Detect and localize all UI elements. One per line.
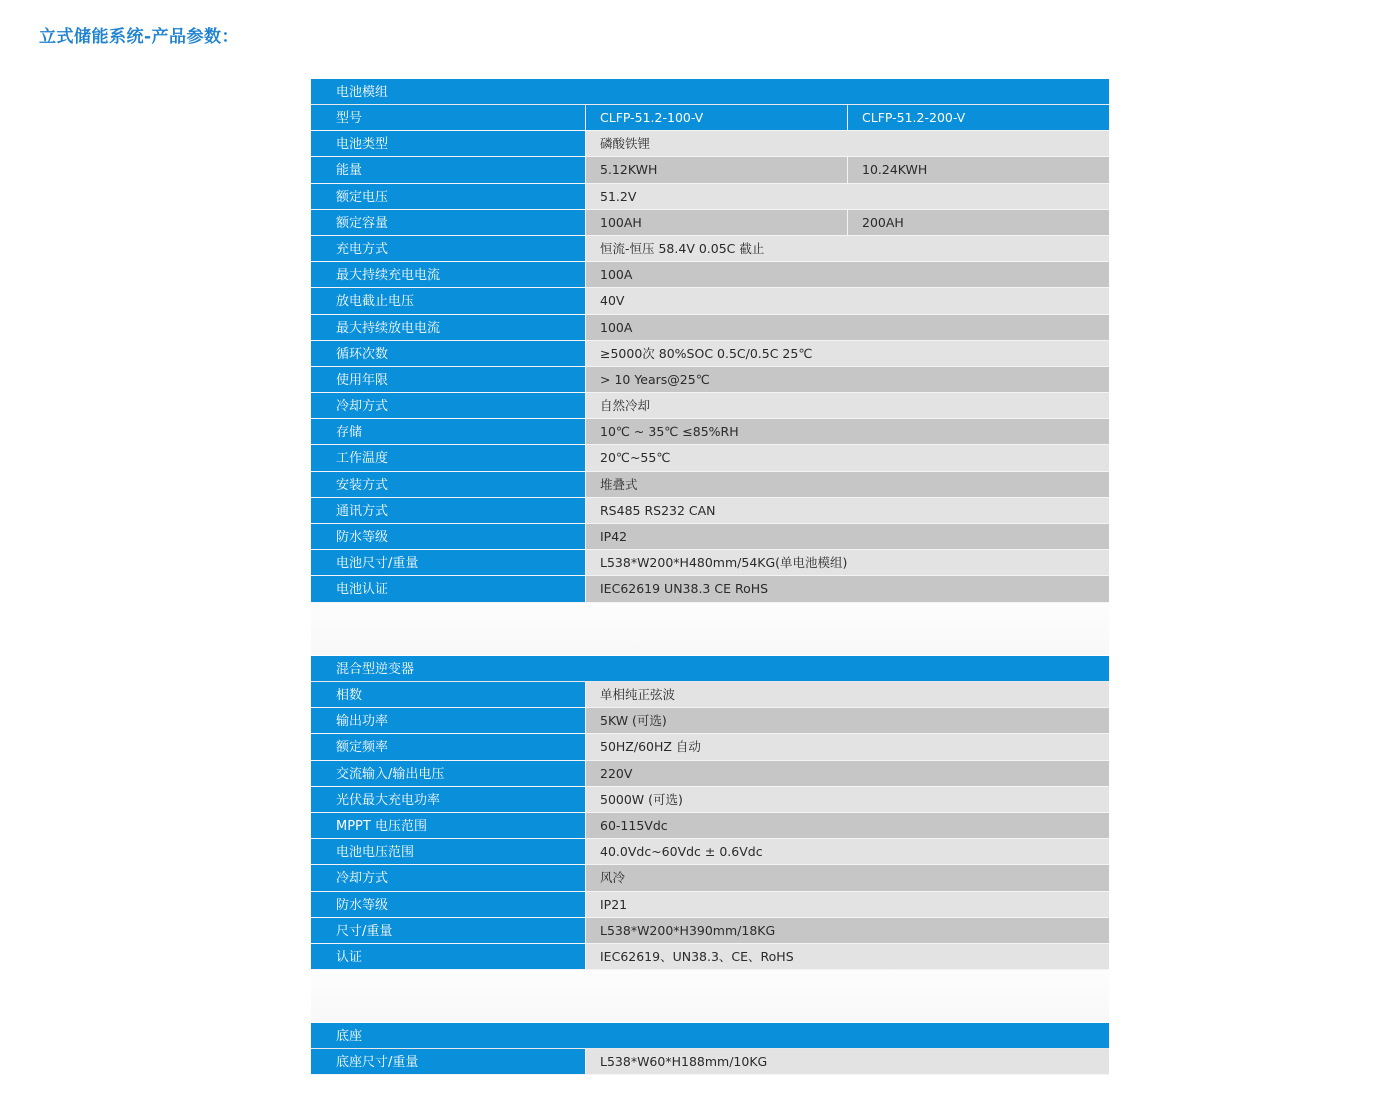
- row-value: 5000W (可选): [586, 787, 1109, 812]
- row-value: 10℃ ~ 35℃ ≤85%RH: [586, 419, 1109, 444]
- table-row: [311, 262, 1109, 288]
- table-row: [311, 865, 1109, 891]
- table-row: [311, 761, 1109, 787]
- row-value: CLFP-51.2-200-V: [847, 105, 1109, 130]
- row-value: 40.0Vdc~60Vdc ± 0.6Vdc: [586, 839, 1109, 864]
- row-label: 电池类型: [311, 131, 586, 156]
- row-value: 自然冷却: [586, 393, 1109, 418]
- section-header: 底座: [311, 1023, 1109, 1049]
- table-row: [311, 445, 1109, 471]
- hybrid-inverter-table: [311, 656, 1109, 1022]
- row-value: > 10 Years@25℃: [586, 367, 1109, 392]
- table-row: [311, 393, 1109, 419]
- row-value: L538*W200*H480mm/54KG(单电池模组): [586, 550, 1109, 575]
- row-label: 相数: [311, 682, 586, 707]
- table-row: [311, 682, 1109, 708]
- row-value: 100AH: [586, 210, 847, 235]
- row-value: 100A: [586, 262, 1109, 287]
- row-label: 冷却方式: [311, 393, 586, 418]
- row-label: 认证: [311, 944, 586, 969]
- table-row: [311, 131, 1109, 157]
- row-value: 200AH: [847, 210, 1109, 235]
- row-label: MPPT 电压范围: [311, 813, 586, 838]
- row-label: 冷却方式: [311, 865, 586, 890]
- row-label: 存储: [311, 419, 586, 444]
- row-label: 循环次数: [311, 341, 586, 366]
- table-row: [311, 918, 1109, 944]
- row-label: 充电方式: [311, 236, 586, 261]
- row-value: 60-115Vdc: [586, 813, 1109, 838]
- row-label: 电池认证: [311, 576, 586, 601]
- table-row: [311, 367, 1109, 393]
- base-table: [311, 1023, 1109, 1075]
- row-label: 额定容量: [311, 210, 586, 235]
- row-label: 底座尺寸/重量: [311, 1049, 586, 1074]
- row-label: 型号: [311, 105, 586, 130]
- row-value: IEC62619、UN38.3、CE、RoHS: [586, 944, 1109, 969]
- row-value: RS485 RS232 CAN: [586, 498, 1109, 523]
- row-label: 通讯方式: [311, 498, 586, 523]
- row-label: 放电截止电压: [311, 288, 586, 313]
- row-label: 额定电压: [311, 184, 586, 209]
- row-value: 51.2V: [586, 184, 1109, 209]
- row-value: 20℃~55℃: [586, 445, 1109, 470]
- row-value: CLFP-51.2-100-V: [586, 105, 847, 130]
- row-value: 220V: [586, 761, 1109, 786]
- row-value: 风冷: [586, 865, 1109, 890]
- row-value: 单相纯正弦波: [586, 682, 1109, 707]
- table-row: [311, 472, 1109, 498]
- row-label: 使用年限: [311, 367, 586, 392]
- row-value: IP21: [586, 892, 1109, 917]
- row-value: 50HZ/60HZ 自动: [586, 734, 1109, 759]
- table-row: [311, 839, 1109, 865]
- row-label: 最大持续放电电流: [311, 315, 586, 340]
- row-label: 电池电压范围: [311, 839, 586, 864]
- row-value: 100A: [586, 315, 1109, 340]
- row-value: L538*W60*H188mm/10KG: [586, 1049, 1109, 1074]
- row-label: 光伏最大充电功率: [311, 787, 586, 812]
- row-label: 输出功率: [311, 708, 586, 733]
- table-row: [311, 734, 1109, 760]
- table-row: [311, 105, 1109, 131]
- row-value: 恒流-恒压 58.4V 0.05C 截止: [586, 236, 1109, 261]
- table-row: [311, 236, 1109, 262]
- table-row: [311, 813, 1109, 839]
- section-spacer: [311, 603, 1109, 655]
- table-row: [311, 576, 1109, 602]
- row-label: 尺寸/重量: [311, 918, 586, 943]
- row-label: 工作温度: [311, 445, 586, 470]
- row-value: ≥5000次 80%SOC 0.5C/0.5C 25℃: [586, 341, 1109, 366]
- table-row: [311, 892, 1109, 918]
- row-label: 交流输入/输出电压: [311, 761, 586, 786]
- table-row: [311, 498, 1109, 524]
- row-value: 5.12KWH: [586, 157, 847, 182]
- row-value: IEC62619 UN38.3 CE RoHS: [586, 576, 1109, 601]
- table-row: [311, 1049, 1109, 1075]
- row-label: 防水等级: [311, 892, 586, 917]
- table-row: [311, 524, 1109, 550]
- table-row: [311, 708, 1109, 734]
- battery-module-table: [311, 79, 1109, 655]
- section-header: 混合型逆变器: [311, 656, 1109, 682]
- row-value: 堆叠式: [586, 472, 1109, 497]
- row-label: 防水等级: [311, 524, 586, 549]
- table-row: [311, 315, 1109, 341]
- row-label: 额定频率: [311, 734, 586, 759]
- table-row: [311, 288, 1109, 314]
- row-label: 安装方式: [311, 472, 586, 497]
- table-row: [311, 419, 1109, 445]
- row-value: L538*W200*H390mm/18KG: [586, 918, 1109, 943]
- row-value: IP42: [586, 524, 1109, 549]
- row-value: 磷酸铁锂: [586, 131, 1109, 156]
- row-value: 10.24KWH: [847, 157, 1109, 182]
- section-header: 电池模组: [311, 79, 1109, 105]
- table-row: [311, 787, 1109, 813]
- row-label: 电池尺寸/重量: [311, 550, 586, 575]
- table-row: [311, 341, 1109, 367]
- page-title: 立式储能系统-产品参数：: [39, 27, 240, 47]
- table-row: [311, 157, 1109, 183]
- section-spacer: [311, 970, 1109, 1022]
- row-value: 5KW (可选): [586, 708, 1109, 733]
- table-row: [311, 550, 1109, 576]
- row-value: 40V: [586, 288, 1109, 313]
- row-label: 最大持续充电电流: [311, 262, 586, 287]
- row-label: 能量: [311, 157, 586, 182]
- table-row: [311, 210, 1109, 236]
- table-row: [311, 184, 1109, 210]
- table-row: [311, 944, 1109, 970]
